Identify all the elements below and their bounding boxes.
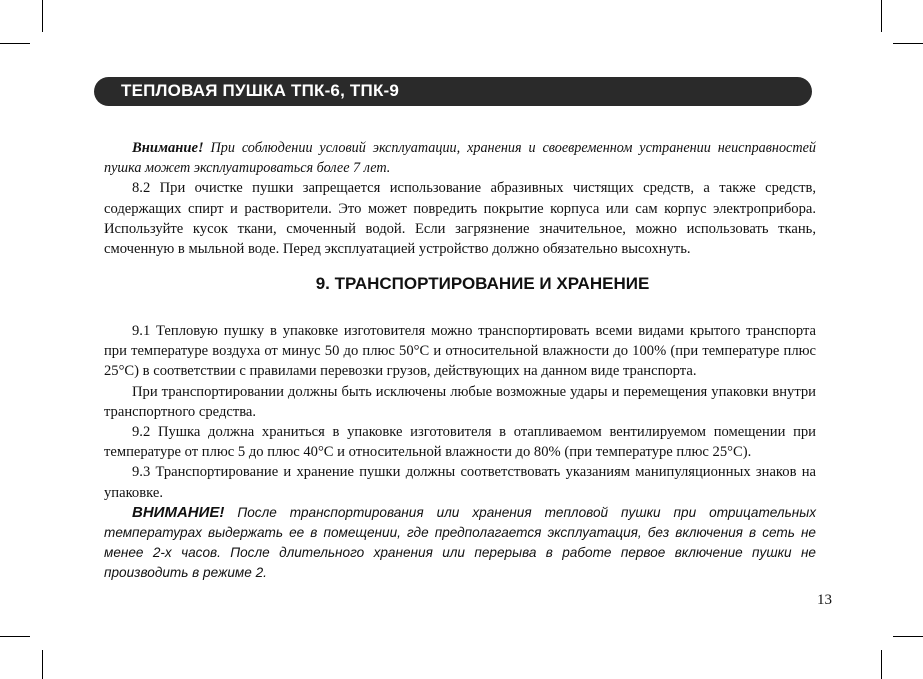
attention-lead: Внимание! [132,140,204,156]
attention-text: При соблюдении условий эксплуатации, хранения и своевременном устранении неисправностей пушка может эксплуатироваться более 7 лет. [104,140,816,177]
paragraph-8-2: 8.2 При очистке пушки запрещается использование абразивных чистящих средств, а также средств, содержащих спирт и растворители. Это может повредить покрытие корпуса или сам корпус электроприбора. Используйте кусок ткани, смоченный водой. Если загрязнение значительное, можно использовать ткань, смоченную в мыльной воде. Перед эксплуатацией устройство должно обязательно высохнуть. [104,180,816,258]
document-title: ТЕПЛОВАЯ ПУШКА ТПК-6, ТПК-9 [121,81,400,100]
attention-paragraph [104,138,816,178]
crop-mark-bottom-right-vertical [881,650,882,679]
crop-mark-bottom-left-vertical [42,650,43,679]
crop-mark-top-right-horizontal [893,43,923,44]
warning-lead: ВНИМАНИЕ! [132,503,225,521]
warning-paragraph [104,503,816,583]
header-banner [94,77,812,106]
warning-text: После транспортирования или хранения тепловой пушки при отрицательных температурах выдержать ее в помещении, где предполагается эксплуатация, без включения в сеть не менее 2-х часов. После длительного хранения или перерыва в работе первое включение пушки не производить в режиме 2. [104,504,816,580]
paragraph-9-1: 9.1 Тепловую пушку в упаковке изготовителя можно транспортировать всеми видами крытого транспорта при температуре воздуха от минус 50 до плюс 50°С и относительной влажности до 100% (при температуре плюс 25°С) в соответствии с правилами перевозки грузов, действующих на данном виде транспорта. [104,323,816,380]
crop-mark-bottom-right-horizontal [893,636,923,637]
section-title: 9. ТРАНСПОРТИРОВАНИЕ И ХРАНЕНИЕ [315,274,650,293]
section-9-body [104,321,816,583]
crop-mark-top-left-vertical [42,0,43,32]
paragraph-9-3: 9.3 Транспортирование и хранение пушки должны соответствовать указаниям манипуляционных знаков на упаковке. [104,464,816,501]
paragraph-9-2: 9.2 Пушка должна храниться в упаковке изготовителя в отапливаемом вентилируемом помещении при температуре от плюс 5 до плюс 40°С и относительной влажности до 80% (при температуре плюс 25°С). [104,424,816,461]
crop-mark-bottom-left-horizontal [0,636,30,637]
crop-mark-top-right-vertical [881,0,882,32]
maintenance-block [104,138,816,259]
page-number: 13 [817,592,832,608]
crop-mark-top-left-horizontal [0,43,30,44]
paragraph-9-1-impacts: При транспортировании должны быть исключены любые возможные удары и перемещения упаковки внутри транспортного средства. [104,383,816,420]
